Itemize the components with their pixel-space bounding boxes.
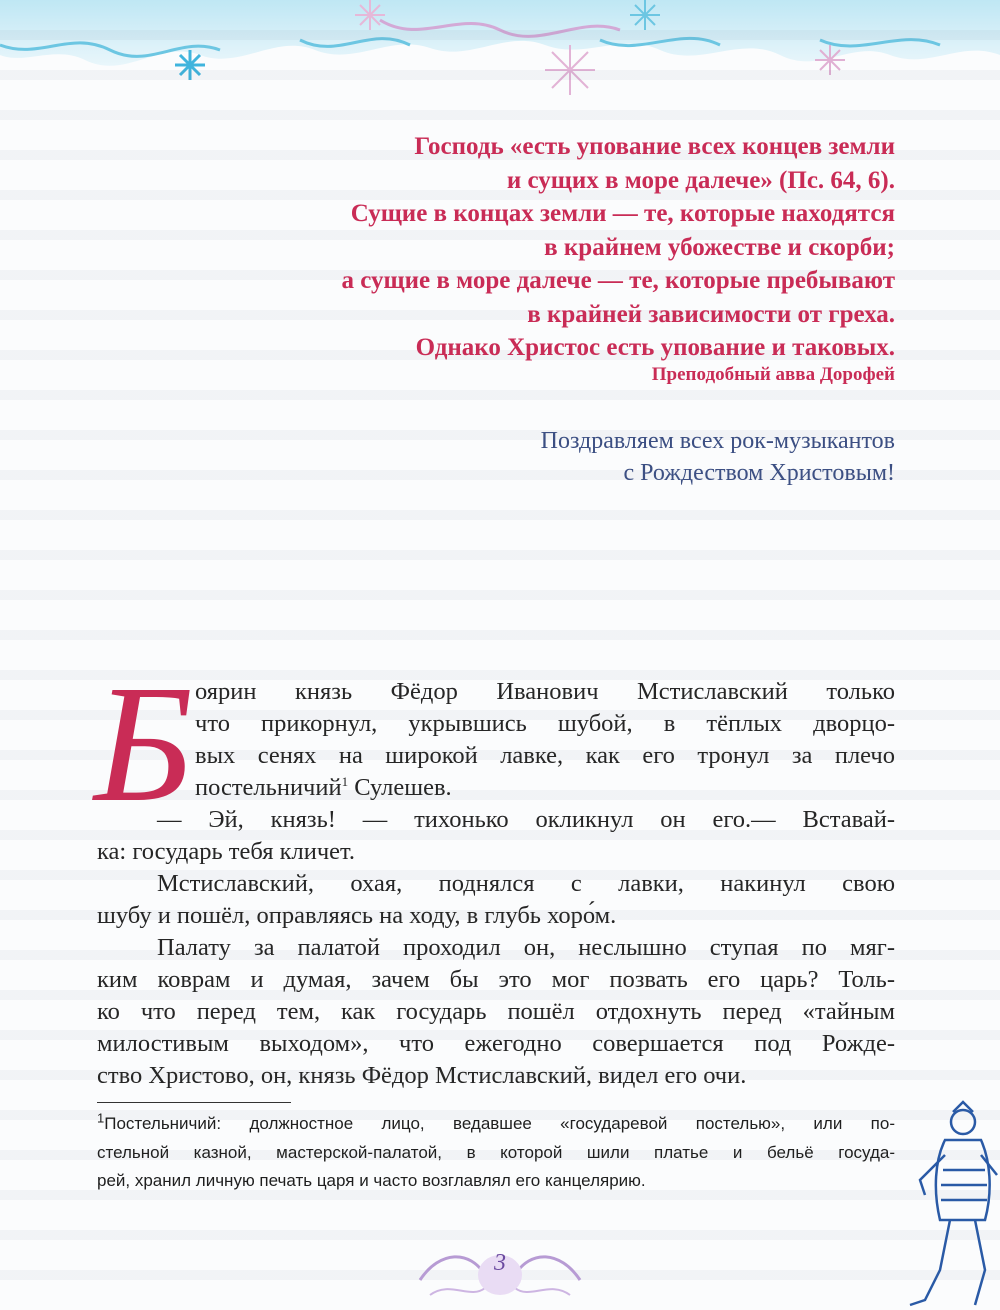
epigraph-line: в крайнем убожестве и скорби;	[544, 233, 895, 261]
story-text: постельничий	[195, 774, 342, 801]
story-line	[97, 772, 895, 804]
snowflake-ornament-border	[0, 0, 1000, 120]
epigraph-line: Сущие в концах земли — те, которые находятся	[350, 200, 895, 227]
epigraph-quote	[255, 130, 895, 365]
dancer-illustration	[905, 1100, 1000, 1310]
story-line: ко что перед тем, как государь пошёл отдохнуть перед «тайным	[97, 998, 895, 1025]
footnote-line	[97, 1110, 895, 1139]
story-line: вых сенях на широкой лавке, как его тронул за плечо	[195, 742, 895, 769]
greeting-line: Поздравляем всех рок-музыкантов	[540, 428, 895, 454]
footnote-line: стельной казной, мастерской-палатой, в которой шили платье и бельё госуда-	[97, 1142, 895, 1162]
story-line: ка: государь тебя кличет.	[97, 838, 356, 865]
footnote-mark: 1	[97, 1110, 105, 1126]
story-line: милостивым выходом», что ежегодно совершается под Рожде-	[97, 1030, 895, 1057]
snowflake-icon	[545, 45, 595, 95]
story-line: Палату за палатой проходил он, неслышно ступая по мяг-	[157, 934, 895, 961]
story-line: что прикорнул, укрывшись шубой, в тёплых дворцо-	[195, 710, 895, 737]
story-line: ким коврам и думая, зачем бы это мог позвать его царь? Толь-	[97, 966, 895, 993]
story-paragraph-4	[97, 932, 895, 1092]
drop-cap-letter: Б	[94, 660, 194, 820]
footnote-divider	[97, 1102, 291, 1103]
greeting	[541, 425, 895, 489]
epigraph-line: в крайней зависимости от греха.	[527, 300, 895, 328]
epigraph-author: Преподобный авва Дорофей	[651, 364, 895, 385]
epigraph-line: Господь «есть упование всех концев земли	[414, 133, 895, 160]
story-line: шубу и пошёл, оправляясь на ходу, в глубь хоро́м.	[97, 902, 617, 929]
greeting-line: с Рождеством Христовым!	[623, 460, 895, 486]
story-line: — Эй, князь! — тихонько окликнул он его.— Вставай-	[157, 806, 895, 833]
footnote-reference[interactable]: 1	[341, 773, 349, 789]
epigraph-line: Однако Христос есть упование и таковых.	[415, 334, 895, 361]
story-paragraph-3	[97, 868, 895, 932]
footnote-line: рей, хранил личную печать царя и часто возглавлял его канцелярию.	[97, 1171, 646, 1190]
story-paragraph-2	[97, 804, 895, 868]
story-line: ство Христово, он, князь Фёдор Мстиславский, видел его очи.	[97, 1062, 747, 1089]
page-number: 3	[494, 1250, 506, 1276]
footnote	[97, 1110, 895, 1196]
story-line: оярин князь Фёдор Иванович Мстиславский только	[195, 678, 895, 705]
story-paragraph-1	[97, 676, 895, 804]
epigraph-line: а сущие в море далече — те, которые пребывают	[341, 267, 895, 294]
story-text: Сулешев.	[348, 774, 452, 801]
footnote-text: Постельничий: должностное лицо, ведавшее «государевой постелью», или по-	[104, 1114, 895, 1133]
story-line: Мстиславский, охая, поднялся с лавки, накинул свою	[157, 870, 895, 897]
epigraph-line: и сущих в море далече» (Пс. 64, 6).	[506, 166, 895, 194]
